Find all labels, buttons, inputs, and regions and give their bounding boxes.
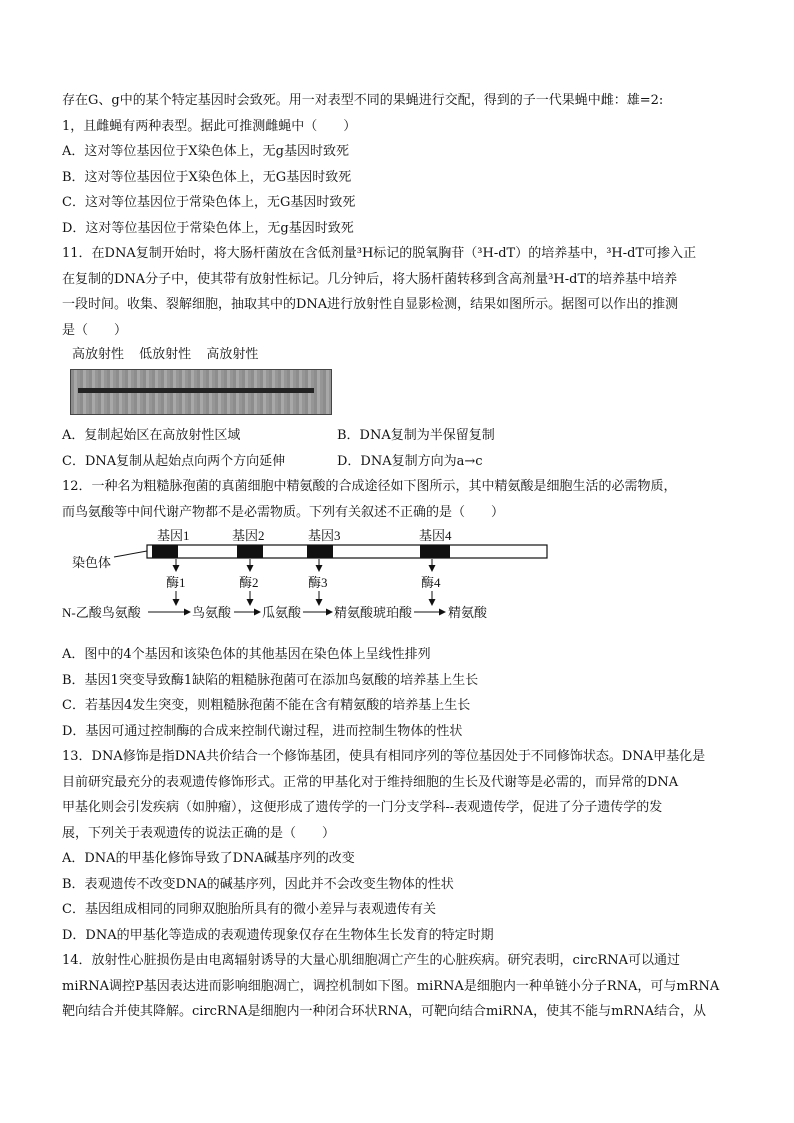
- enzyme-2-label: 酶2: [239, 575, 259, 590]
- label-high-radioactivity: 高放射性: [72, 347, 125, 362]
- gene-3-block: [307, 545, 333, 558]
- chromosome-label: 染色体: [72, 555, 112, 570]
- option-a[interactable]: A．图中的4个基因和该染色体的其他基因在染色体上呈线性排列: [62, 647, 431, 662]
- enzyme-4-label: 酶4: [421, 575, 441, 590]
- option-c[interactable]: C．DNA复制从起始点向两个方向延伸: [62, 453, 286, 469]
- option-b[interactable]: B．DNA复制为半保留复制: [337, 428, 495, 443]
- gene-1-block: [152, 545, 178, 558]
- option-b[interactable]: B．表观遗传不改变DNA的碱基序列，因此并不会改变生物体的性状: [62, 876, 454, 892]
- chromosome-pointer: [114, 551, 147, 557]
- autoradiograph-figure: [62, 345, 734, 423]
- question-stem: 11．在DNA复制开始时，将大肠杆菌放在含低剂量³H标记的脱氧胸苷（³H-dT）的培养基中，³H-dT可掺入正: [62, 246, 697, 261]
- gene-4-label: 基因4: [419, 528, 452, 543]
- gene-3-label: 基因3: [308, 528, 341, 543]
- option-d[interactable]: D．基因可通过控制酶的合成来控制代谢过程，进而控制生物体的性状: [62, 723, 463, 739]
- option-c[interactable]: C．若基因4发生突变，则粗糙脉孢菌不能在含有精氨酸的培养基上生长: [62, 698, 471, 713]
- metabolite-arginine: 精氨酸: [448, 605, 488, 620]
- chromosome-bar: [147, 545, 547, 558]
- question-stem: 甲基化则会引发疾病（如肿瘤），这便形成了遗传学的一门分支学科--表观遗传学，促进了分子遗传学的发: [62, 800, 663, 815]
- question-stem: 13．DNA修饰是指DNA共价结合一个修饰基团，使具有相同序列的等位基因处于不同修饰状态。DNA甲基化是: [62, 749, 706, 764]
- question-stem: 1，且雌蝇有两种表型。据此可推测雌蝇中（ ）: [62, 118, 357, 134]
- question-11: [62, 241, 734, 474]
- metabolite-ornithine: 鸟氨酸: [192, 605, 232, 620]
- dna-strand-image: [78, 388, 314, 393]
- option-a[interactable]: A．这对等位基因位于X染色体上，无g基因时致死: [62, 144, 349, 159]
- question-stem: 一段时间。收集、裂解细胞，抽取其中的DNA进行放射性自显影检测，结果如图所示。据图可以作出的推测: [62, 297, 679, 312]
- question-14: [62, 948, 734, 1025]
- gene-4-block: [420, 545, 450, 558]
- exam-page: [62, 88, 734, 1025]
- question-stem: 在复制的DNA分子中，使其带有放射性标记。几分钟后，将大肠杆菌转移到含高剂量³H-dT的培养基中培养: [62, 271, 678, 287]
- arginine-pathway-figure: [62, 527, 734, 642]
- question-stem: 14．放射性心脏损伤是由电离辐射诱导的大量心肌细胞凋亡产生的心脏疾病。研究表明，circRNA可以通过: [62, 953, 681, 968]
- radioactivity-labels: [72, 347, 269, 363]
- metabolite-citrulline: 瓜氨酸: [262, 605, 302, 620]
- option-d[interactable]: D．DNA的甲基化等造成的表观遗传现象仅存在生物体生长发育的特定时期: [62, 927, 494, 943]
- options-row: [62, 423, 734, 449]
- question-stem: 展，下列关于表观遗传的说法正确的是（ ）: [62, 825, 336, 841]
- question-stem: 存在G、g中的某个特定基因时会致死。用一对表型不同的果蝇进行交配，得到的子一代果蝇中雌：雄=2:: [62, 93, 664, 108]
- pathway-diagram: [62, 527, 734, 639]
- option-d[interactable]: D．这对等位基因位于常染色体上，无g基因时致死: [62, 220, 354, 236]
- question-stem: 是（ ）: [62, 322, 128, 338]
- option-d[interactable]: D．DNA复制方向为a→c: [337, 453, 483, 469]
- metabolite-argininosuccinate: 精氨酸琥珀酸: [334, 605, 413, 620]
- question-stem: miRNA调控P基因表达进而影响细胞凋亡，调控机制如下图。miRNA是细胞内一种单链小分子RNA，可与mRNA: [62, 978, 720, 994]
- option-c[interactable]: C．基因组成相同的同卵双胞胎所具有的微小差异与表观遗传有关: [62, 902, 436, 917]
- option-b[interactable]: B．这对等位基因位于X染色体上，无G基因时致死: [62, 169, 352, 185]
- question-stem: 目前研究最充分的表观遗传修饰形式。正常的甲基化对于维持细胞的生长及代谢等是必需的，而异常的DNA: [62, 774, 679, 790]
- question-10: [62, 88, 734, 241]
- option-c[interactable]: C．这对等位基因位于常染色体上，无G基因时致死: [62, 195, 356, 210]
- enzyme-1-label: 酶1: [166, 575, 186, 590]
- options-row: [62, 449, 734, 475]
- gene-2-label: 基因2: [232, 528, 265, 543]
- label-low-radioactivity: 低放射性: [139, 347, 192, 362]
- question-12: [62, 474, 734, 744]
- option-a[interactable]: A．DNA的甲基化修饰导致了DNA碱基序列的改变: [62, 851, 355, 866]
- question-stem: 靶向结合并使其降解。circRNA是细胞内一种闭合环状RNA，可靶向结合miRNA，使其不能与mRNA结合，从: [62, 1004, 706, 1019]
- gene-1-label: 基因1: [157, 528, 190, 543]
- question-stem: 而鸟氨酸等中间代谢产物都不是必需物质。下列有关叙述不正确的是（ ）: [62, 504, 505, 520]
- question-13: [62, 744, 734, 948]
- label-high-radioactivity: 高放射性: [206, 347, 259, 362]
- enzyme-3-label: 酶3: [308, 575, 328, 590]
- metabolite-n-acetylornithine: N-乙酸鸟氨酸: [62, 605, 141, 620]
- option-b[interactable]: B．基因1突变导致酶1缺陷的粗糙脉孢菌可在添加鸟氨酸的培养基上生长: [62, 672, 479, 688]
- question-stem: 12．一种名为粗糙脉孢菌的真菌细胞中精氨酸的合成途径如下图所示，其中精氨酸是细胞生活的必需物质，: [62, 479, 677, 494]
- option-a[interactable]: A．复制起始区在高放射性区域: [62, 428, 241, 443]
- gene-2-block: [237, 545, 263, 558]
